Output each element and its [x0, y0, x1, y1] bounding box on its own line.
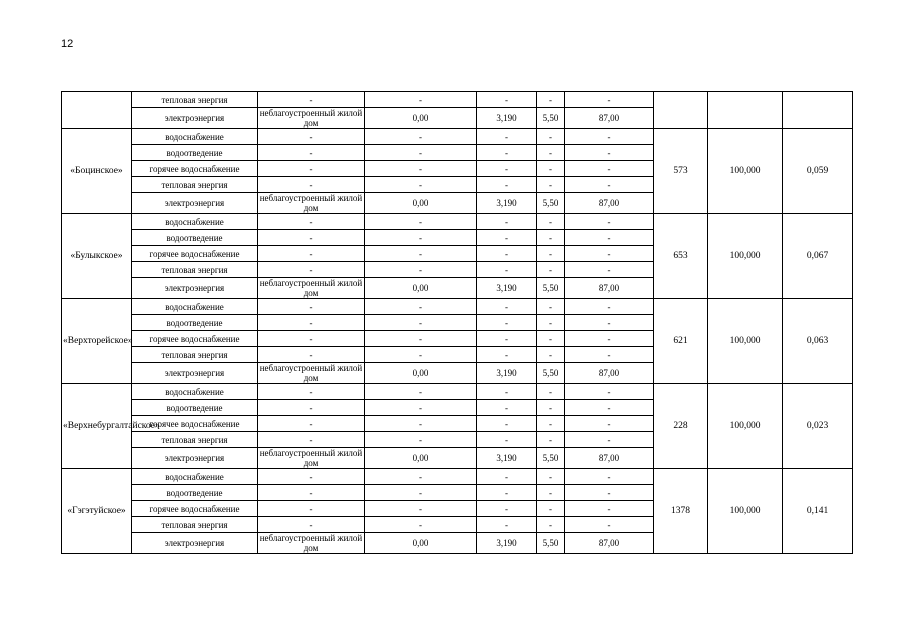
cell: - [565, 177, 654, 193]
cell: - [565, 384, 654, 400]
cell: - [565, 469, 654, 485]
cell: - [565, 501, 654, 517]
service-cell: горячее водоснабжение [132, 416, 258, 432]
cell: - [537, 347, 565, 363]
cell: - [537, 315, 565, 331]
cell: - [477, 517, 537, 533]
table-row [62, 469, 853, 485]
cell: - [537, 92, 565, 108]
cell: 0,00 [365, 533, 477, 554]
cell: - [477, 161, 537, 177]
cell: - [365, 230, 477, 246]
cell: 3,190 [477, 448, 537, 469]
cell: 0,00 [365, 448, 477, 469]
service-cell: водоснабжение [132, 129, 258, 145]
cell: - [537, 432, 565, 448]
cell: 87,00 [565, 193, 654, 214]
cell: - [258, 400, 365, 416]
population-cell: 1378 [654, 469, 708, 554]
percent-cell: 100,000 [708, 469, 783, 554]
table-row [62, 214, 853, 230]
table-row [62, 299, 853, 315]
cell: 3,190 [477, 193, 537, 214]
cell: - [537, 416, 565, 432]
cell: - [537, 299, 565, 315]
cell: - [365, 416, 477, 432]
cell: - [258, 145, 365, 161]
cell: - [537, 230, 565, 246]
cell: 5,50 [537, 448, 565, 469]
cell: - [258, 416, 365, 432]
cell: 0,00 [365, 363, 477, 384]
cell: - [365, 315, 477, 331]
cell: - [565, 230, 654, 246]
share-cell [783, 92, 853, 129]
cell: - [365, 331, 477, 347]
cell: - [537, 161, 565, 177]
cell: неблагоустроенный жилой дом [258, 278, 365, 299]
cell: 87,00 [565, 533, 654, 554]
cell: - [365, 145, 477, 161]
cell: 87,00 [565, 108, 654, 129]
cell: - [477, 262, 537, 278]
cell: - [477, 432, 537, 448]
service-cell: водоснабжение [132, 299, 258, 315]
cell: - [258, 501, 365, 517]
cell: - [537, 384, 565, 400]
service-cell: тепловая энергия [132, 92, 258, 108]
percent-cell: 100,000 [708, 214, 783, 299]
cell: - [565, 145, 654, 161]
cell: - [365, 161, 477, 177]
cell: - [365, 214, 477, 230]
share-cell: 0,067 [783, 214, 853, 299]
cell: - [258, 129, 365, 145]
cell: - [477, 214, 537, 230]
percent-cell: 100,000 [708, 299, 783, 384]
cell: - [477, 347, 537, 363]
cell: - [258, 315, 365, 331]
table-row [62, 384, 853, 400]
cell: - [537, 485, 565, 501]
cell: - [258, 517, 365, 533]
cell: - [365, 469, 477, 485]
page-number: 12 [61, 38, 74, 50]
cell: - [365, 246, 477, 262]
cell: - [258, 92, 365, 108]
cell: - [258, 384, 365, 400]
service-cell: горячее водоснабжение [132, 501, 258, 517]
population-cell: 228 [654, 384, 708, 469]
cell: - [477, 416, 537, 432]
service-cell: водоотведение [132, 315, 258, 331]
service-cell: тепловая энергия [132, 432, 258, 448]
service-cell: горячее водоснабжение [132, 161, 258, 177]
cell: - [365, 517, 477, 533]
cell: - [565, 262, 654, 278]
cell: - [537, 246, 565, 262]
cell: - [258, 214, 365, 230]
population-cell [654, 92, 708, 129]
service-cell: электроэнергия [132, 363, 258, 384]
cell: - [365, 400, 477, 416]
cell: - [565, 485, 654, 501]
service-cell: тепловая энергия [132, 177, 258, 193]
cell: - [565, 416, 654, 432]
service-cell: электроэнергия [132, 448, 258, 469]
cell: - [477, 469, 537, 485]
cell: 3,190 [477, 278, 537, 299]
cell: - [477, 501, 537, 517]
service-cell: электроэнергия [132, 278, 258, 299]
cell: - [365, 501, 477, 517]
cell: - [258, 262, 365, 278]
cell: - [258, 432, 365, 448]
cell: 5,50 [537, 363, 565, 384]
municipality-cell: «Верхторейское» [62, 299, 132, 384]
share-cell: 0,063 [783, 299, 853, 384]
cell: 5,50 [537, 108, 565, 129]
service-cell: тепловая энергия [132, 262, 258, 278]
cell: - [365, 92, 477, 108]
cell: - [365, 299, 477, 315]
cell: - [258, 161, 365, 177]
population-cell: 573 [654, 129, 708, 214]
table-row [62, 92, 853, 108]
cell: - [565, 299, 654, 315]
cell: 87,00 [565, 448, 654, 469]
service-cell: водоотведение [132, 230, 258, 246]
cell: - [258, 347, 365, 363]
population-cell: 621 [654, 299, 708, 384]
share-cell: 0,141 [783, 469, 853, 554]
cell: - [365, 432, 477, 448]
cell: неблагоустроенный жилой дом [258, 108, 365, 129]
share-cell: 0,059 [783, 129, 853, 214]
cell: - [477, 331, 537, 347]
cell: - [565, 161, 654, 177]
cell: - [477, 129, 537, 145]
cell: - [565, 315, 654, 331]
cell: - [537, 262, 565, 278]
percent-cell: 100,000 [708, 129, 783, 214]
cell: - [477, 299, 537, 315]
service-cell: горячее водоснабжение [132, 246, 258, 262]
cell: - [565, 214, 654, 230]
cell: 0,00 [365, 278, 477, 299]
cell: - [258, 299, 365, 315]
percent-cell: 100,000 [708, 384, 783, 469]
cell: - [365, 485, 477, 501]
cell: - [365, 177, 477, 193]
cell: - [477, 485, 537, 501]
municipality-cell: «Булыкское» [62, 214, 132, 299]
cell: - [565, 517, 654, 533]
cell: - [258, 177, 365, 193]
cell: 5,50 [537, 193, 565, 214]
cell: - [258, 485, 365, 501]
percent-cell [708, 92, 783, 129]
cell: - [477, 315, 537, 331]
municipality-cell: «Верхнебургалтайское» [62, 384, 132, 469]
service-cell: электроэнергия [132, 108, 258, 129]
municipality-cell [62, 92, 132, 129]
cell: - [477, 92, 537, 108]
cell: - [565, 347, 654, 363]
cell: - [537, 177, 565, 193]
service-cell: водоотведение [132, 485, 258, 501]
cell: 87,00 [565, 363, 654, 384]
service-cell: тепловая энергия [132, 517, 258, 533]
cell: - [365, 129, 477, 145]
service-cell: водоотведение [132, 400, 258, 416]
population-cell: 653 [654, 214, 708, 299]
cell: - [537, 145, 565, 161]
cell: - [365, 347, 477, 363]
cell: 5,50 [537, 278, 565, 299]
cell: - [565, 129, 654, 145]
cell: - [365, 262, 477, 278]
cell: неблагоустроенный жилой дом [258, 363, 365, 384]
cell: - [537, 517, 565, 533]
cell: - [537, 400, 565, 416]
cell: - [565, 92, 654, 108]
tariff-table [61, 91, 853, 554]
cell: 3,190 [477, 363, 537, 384]
municipality-cell: «Боцинское» [62, 129, 132, 214]
cell: - [537, 331, 565, 347]
cell: 3,190 [477, 533, 537, 554]
cell: неблагоустроенный жилой дом [258, 193, 365, 214]
share-cell: 0,023 [783, 384, 853, 469]
cell: - [565, 400, 654, 416]
service-cell: электроэнергия [132, 533, 258, 554]
service-cell: горячее водоснабжение [132, 331, 258, 347]
cell: - [477, 177, 537, 193]
service-cell: водоснабжение [132, 384, 258, 400]
cell: - [477, 246, 537, 262]
cell: - [477, 145, 537, 161]
cell: неблагоустроенный жилой дом [258, 533, 365, 554]
cell: - [477, 400, 537, 416]
cell: - [565, 432, 654, 448]
cell: 5,50 [537, 533, 565, 554]
cell: - [537, 469, 565, 485]
cell: неблагоустроенный жилой дом [258, 448, 365, 469]
cell: - [258, 469, 365, 485]
cell: - [565, 331, 654, 347]
cell: - [258, 331, 365, 347]
cell: - [537, 129, 565, 145]
cell: 3,190 [477, 108, 537, 129]
cell: - [258, 246, 365, 262]
service-cell: водоотведение [132, 145, 258, 161]
cell: 0,00 [365, 193, 477, 214]
cell: - [258, 230, 365, 246]
cell: - [477, 230, 537, 246]
service-cell: водоснабжение [132, 214, 258, 230]
table-row [62, 129, 853, 145]
service-cell: водоснабжение [132, 469, 258, 485]
municipality-cell: «Гэгэтуйское» [62, 469, 132, 554]
cell: - [565, 246, 654, 262]
cell: - [365, 384, 477, 400]
service-cell: тепловая энергия [132, 347, 258, 363]
cell: 0,00 [365, 108, 477, 129]
service-cell: электроэнергия [132, 193, 258, 214]
cell: - [537, 501, 565, 517]
cell: - [537, 214, 565, 230]
cell: 87,00 [565, 278, 654, 299]
cell: - [477, 384, 537, 400]
